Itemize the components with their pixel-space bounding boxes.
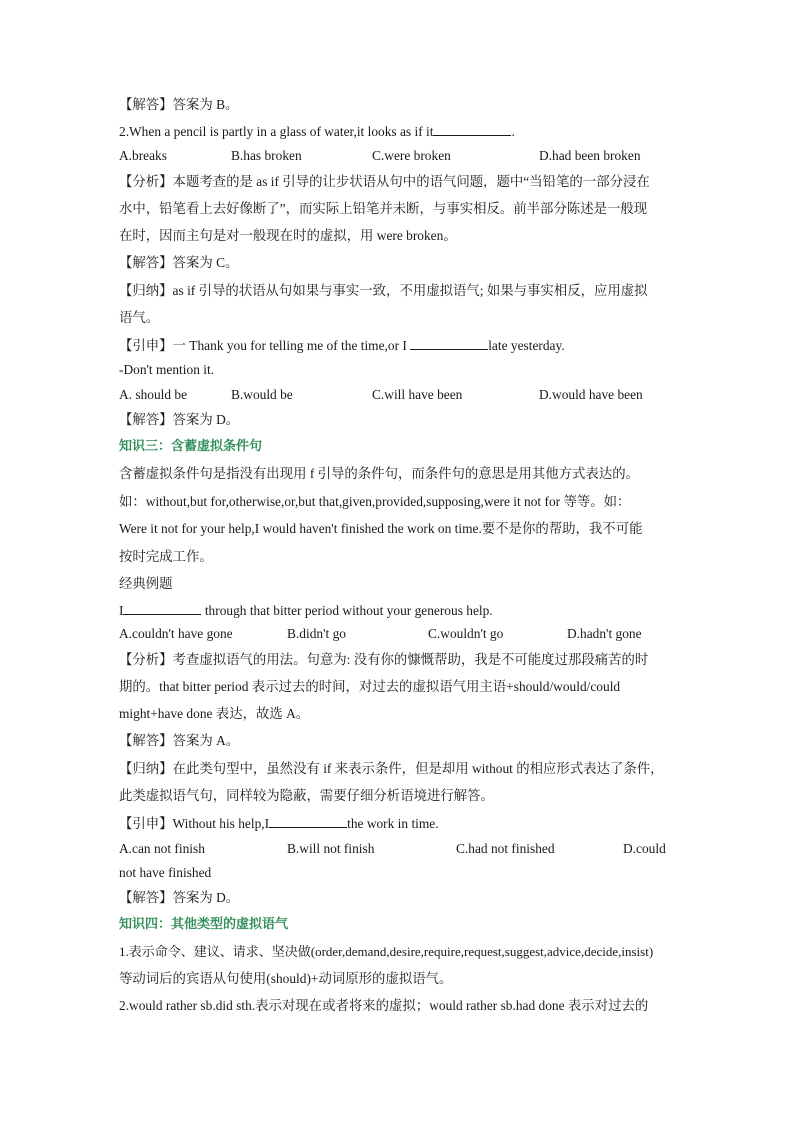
answer-blank (269, 814, 347, 828)
body-line: 如：without,but for,otherwise,or,but that,given,provided,supposing,were it not for 等等。如： (119, 494, 631, 509)
option-b: B.will not finish (287, 841, 375, 856)
question-2-text: 2.When a pencil is partly in a glass of water,it looks as if it (119, 124, 434, 139)
option-d: D.hadn't gone (567, 626, 642, 641)
option-a: A.couldn't have gone (119, 626, 233, 641)
answer-line: 【解答】答案为 C。 (119, 255, 239, 270)
analysis-line: 期的。that bitter period 表示过去的时间，对过去的虚拟语气用主语+should/would/could (119, 679, 621, 694)
option-d: D.had been broken (539, 148, 641, 163)
option-a: A. should be (119, 387, 188, 402)
body-line: 1.表示命令、建议、请求、坚决做(order,demand,desire,require,request,suggest,advice,decide,insist) (119, 944, 654, 959)
option-d-continued: not have finished (119, 865, 212, 880)
option-b: B.has broken (231, 148, 302, 163)
extension-question (119, 814, 439, 833)
option-b: B.didn't go (287, 626, 346, 641)
example-subject: I (119, 603, 124, 618)
option-c: C.had not finished (456, 841, 555, 856)
example-question (119, 601, 493, 620)
question-2-end: . (511, 124, 515, 139)
analysis-line: 【分析】考查虚拟语气的用法。句意为: 没有你的慷慨帮助，我是不可能度过那段痛苦的时 (119, 652, 649, 667)
extension-text: 【引申】Without his help,I (119, 816, 270, 831)
summary-line: 【归纳】as if 引导的状语从句如果与事实一致，不用虚拟语气; 如果与事实相反，应用虚拟 (119, 283, 648, 298)
extension-question (119, 336, 565, 355)
option-b: B.would be (231, 387, 293, 402)
example-text: through that bitter period without your generous help. (201, 603, 493, 618)
example-label: 经典例题 (119, 576, 173, 591)
body-line: 2.would rather sb.did sth.表示对现在或者将来的虚拟；would rather sb.had done 表示对过去的 (119, 998, 649, 1013)
summary-line: 【归纳】在此类句型中，虽然没有 if 来表示条件，但是却用 without 的相应形式表达了条件， (119, 761, 664, 776)
option-c: C.were broken (372, 148, 451, 163)
summary-line: 语气。 (119, 310, 160, 325)
question-2 (119, 122, 515, 141)
analysis-line: 【分析】本题考查的是 as if 引导的让步状语从句中的语气问题，题中“当铅笔的一部分浸在 (119, 174, 650, 189)
option-a: A.breaks (119, 148, 167, 163)
option-d: D.would have been (539, 387, 643, 402)
option-d: D.could (623, 841, 666, 856)
answer-line: 【解答】答案为 B。 (119, 97, 239, 112)
dialogue-line: -Don't mention it. (119, 362, 215, 377)
extension-text-end: the work in time. (347, 816, 439, 831)
section-heading: 知识三：含蓄虚拟条件句 (119, 439, 263, 454)
option-c: C.will have been (372, 387, 463, 402)
option-c: C.wouldn't go (428, 626, 504, 641)
answer-line: 【解答】答案为 A。 (119, 733, 240, 748)
option-a: A.can not finish (119, 841, 205, 856)
answer-blank (123, 601, 201, 615)
body-line: 等动词后的宾语从句使用(should)+动词原形的虚拟语气。 (119, 971, 453, 986)
extension-text-end: late yesterday. (488, 338, 565, 353)
section-heading: 知识四：其他类型的虚拟语气 (119, 917, 289, 932)
answer-blank (433, 122, 511, 136)
answer-blank (410, 336, 488, 350)
summary-line: 此类虚拟语气句，同样较为隐蔽，需要仔细分析语境进行解答。 (119, 788, 494, 803)
body-line: 含蓄虚拟条件句是指没有出现用 f 引导的条件句，而条件句的意思是用其他方式表达的。 (119, 466, 639, 481)
analysis-line: might+have done 表达，故选 A。 (119, 706, 310, 721)
analysis-line: 水中，铅笔看上去好像断了”，而实际上铅笔并未断，与事实相反。前半部分陈述是一般现 (119, 201, 648, 216)
extension-text: 【引申】一 Thank you for telling me of the time,or I (119, 338, 407, 353)
body-line: Were it not for your help,I would haven't finished the work on time.要不是你的帮助，我不可能 (119, 521, 643, 536)
answer-line: 【解答】答案为 D。 (119, 412, 240, 427)
analysis-line: 在时，因而主句是对一般现在时的虚拟，用 were broken。 (119, 228, 457, 243)
body-line: 按时完成工作。 (119, 549, 213, 564)
answer-line: 【解答】答案为 D。 (119, 890, 240, 905)
